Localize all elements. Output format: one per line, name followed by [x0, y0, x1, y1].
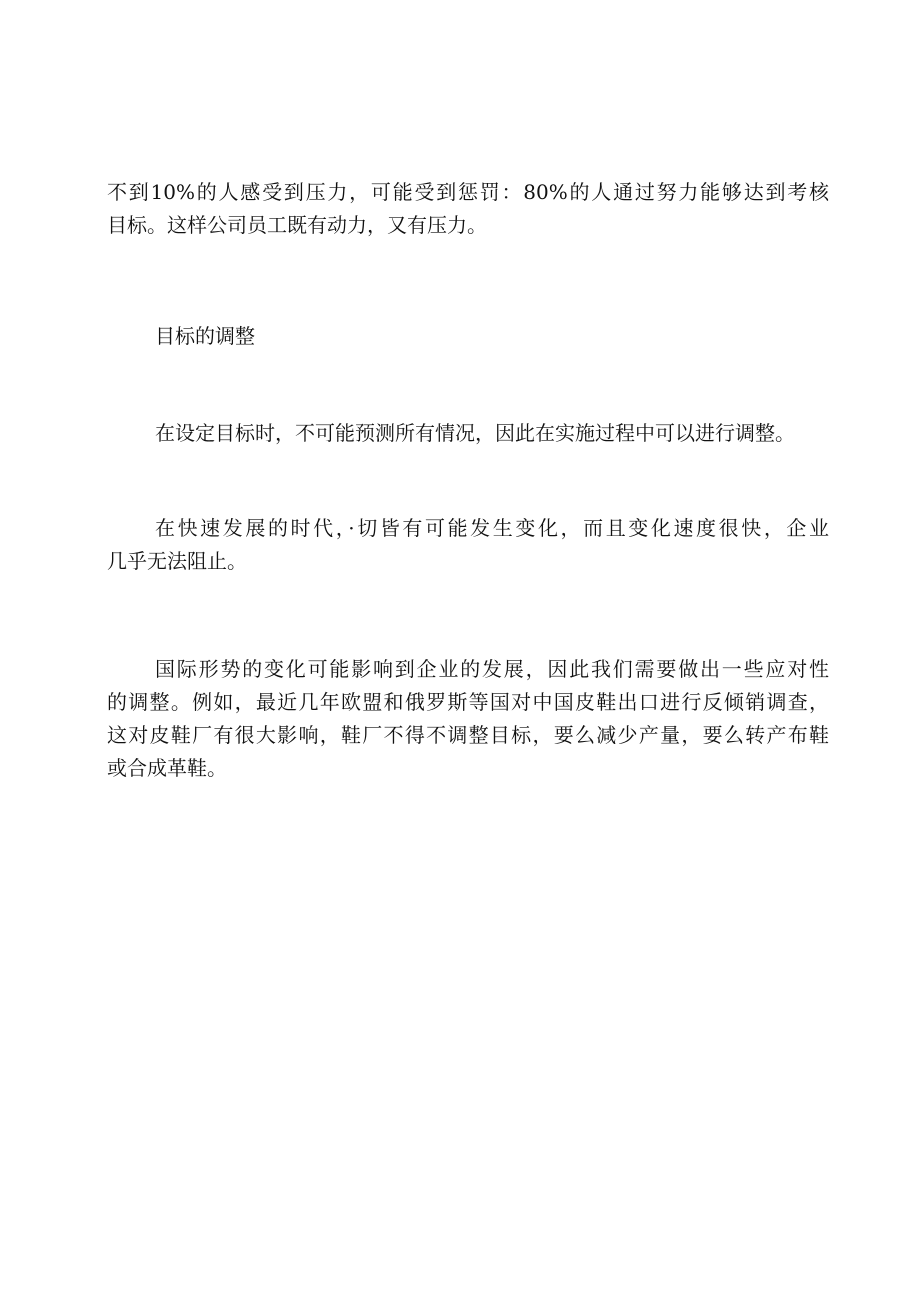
- paragraph-line: 不到10%的人感受到压力，可能受到惩罚：80%的人通过努力能够达到考核: [107, 180, 829, 204]
- section-heading-goal-adjustment: [107, 320, 829, 353]
- paragraph-rapid-change: [107, 512, 829, 578]
- paragraph-line: 国际形势的变化可能影响到企业的发展，因此我们需要做出一些应对性: [155, 657, 829, 681]
- paragraph-line: 的调整。例如，最近几年欧盟和俄罗斯等国对中国皮鞋出口进行反倾销调查，: [107, 690, 829, 714]
- paragraph-goal-setting: [107, 417, 829, 450]
- paragraph-line: 在设定目标时，不可能预测所有情况，因此在实施过程中可以进行调整。: [155, 421, 795, 445]
- paragraph-international-situation: [107, 653, 829, 785]
- paragraph-line: 或合成革鞋。: [107, 756, 227, 780]
- paragraph-line: 几乎无法阻止。: [107, 549, 247, 573]
- paragraph-line: 这对皮鞋厂有很大影响，鞋厂不得不调整目标，要么减少产量，要么转产布鞋: [107, 723, 829, 747]
- paragraph-line: 目标。这样公司员工既有动力，又有压力。: [107, 213, 487, 237]
- section-heading: 目标的调整: [155, 324, 255, 348]
- paragraph-line: 在快速发展的时代，·切皆有可能发生变化，而且变化速度很快，企业: [155, 516, 829, 540]
- paragraph-assessment-pressure: [107, 176, 829, 242]
